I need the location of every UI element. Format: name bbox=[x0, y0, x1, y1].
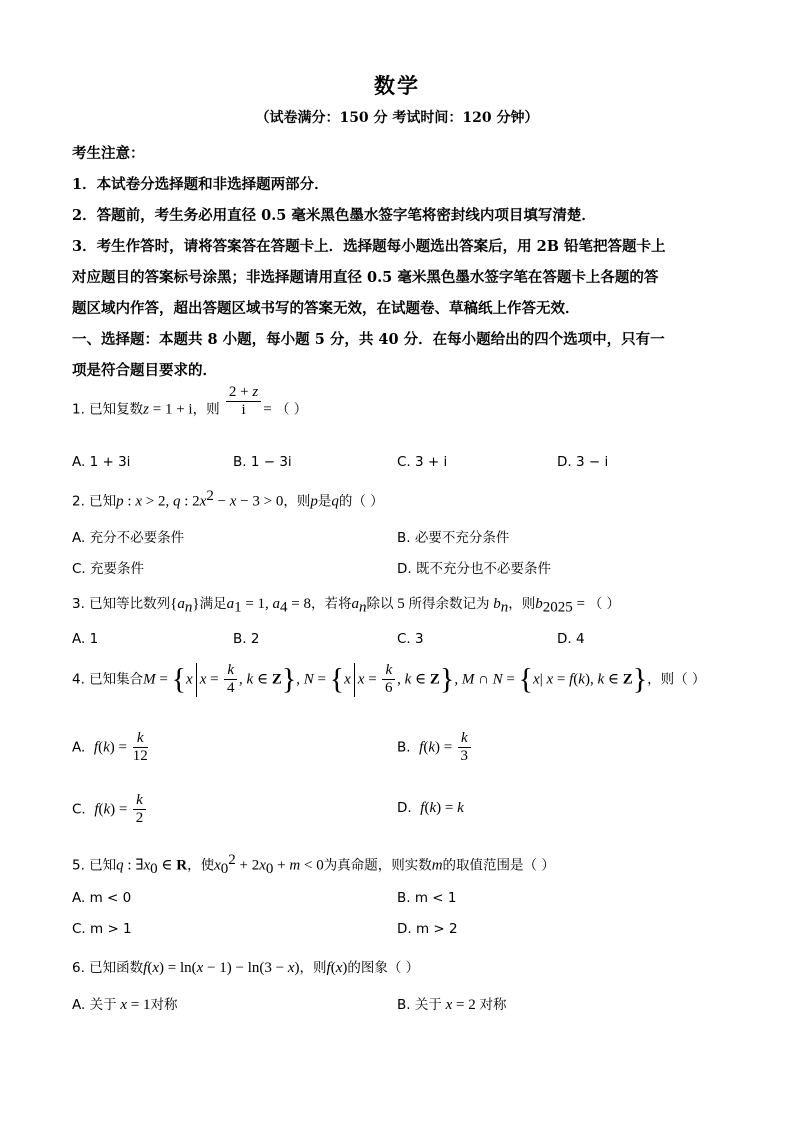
q6-option-b: B. 关于 x = 2 对称 bbox=[397, 997, 507, 1013]
q3-option-a: A. 1 bbox=[72, 631, 99, 647]
note-item: 对应题目的答案标号涂黑；非选择题请用直径 0.5 毫米黑色墨水签字笔在答题卡上各题的答 bbox=[72, 269, 659, 286]
q5-option-c: C. m > 1 bbox=[72, 921, 132, 937]
note-item: 3．考生作答时，请将答案答在答题卡上．选择题每小题选出答案后，用 2B 铅笔把答题卡上 bbox=[72, 238, 666, 255]
q2-option-c: C. 充要条件 bbox=[72, 561, 145, 577]
question-1: 1. 已知复数z = 1 + i，则 $\frac{2 + z}{i}$ = （ ） bbox=[72, 384, 308, 418]
q6-option-a: A. 关于 x = 1对称 bbox=[72, 997, 178, 1013]
question-4: 4. 已知集合M = {x x = $\frac{k}{4}$ , k ∈ Z}, N = {x x = $\frac{k}{6}$ , k ∈ Z}, M ∩ N = {x| x = f(k), k ∈ Z}，则（ ） bbox=[72, 662, 706, 696]
q5-option-a: A. m < 0 bbox=[72, 890, 132, 906]
q3-option-d: D. 4 bbox=[557, 631, 585, 647]
q3-option-c: C. 3 bbox=[397, 631, 424, 647]
page-title: 数学 bbox=[374, 73, 420, 98]
note-item: 1．本试卷分选择题和非选择题两部分． bbox=[72, 176, 329, 193]
q5-option-d: D. m > 2 bbox=[397, 921, 458, 937]
q1-option-d: D. 3 − i bbox=[557, 454, 609, 470]
q4-option-b: B. f(k) = $\frac{k}{3}$ bbox=[397, 730, 473, 765]
exam-info: （试卷满分：150 分 考试时间：120 分钟） bbox=[255, 110, 539, 126]
q4-option-c: C. f(k) = $\frac{k}{2}$ bbox=[72, 792, 148, 827]
section-heading-cont: 项是符合题目要求的． bbox=[72, 362, 217, 379]
notes-heading: 考生注意： bbox=[72, 145, 145, 162]
q3-option-b: B. 2 bbox=[233, 631, 260, 647]
q2-option-b: B. 必要不充分条件 bbox=[397, 530, 510, 546]
question-3: 3. 已知等比数列$\{a_n\}$满足$a_1 = 1$, $a_4 = 8$，若将$a_n$除以 5 所得余数记为 $b_n$，则$b_{2025}$ = （ ） bbox=[72, 596, 621, 616]
q1-option-b: B. 1 − 3i bbox=[233, 454, 292, 470]
question-2: 2. 已知p : x > 2, q : $2x^2 - x - 3 > 0$，则p是q的（ ） bbox=[72, 488, 384, 510]
q2-option-a: A. 充分不必要条件 bbox=[72, 530, 185, 546]
q1-option-c: C. 3 + i bbox=[397, 454, 448, 470]
q4-option-d: D. f(k) = k bbox=[397, 800, 464, 816]
q4-option-a: A. f(k) = $\frac{k}{12}$ bbox=[72, 730, 148, 764]
q5-option-b: B. m < 1 bbox=[397, 890, 457, 906]
question-6: 6. 已知函数f(x) = ln(x − 1) − ln(3 − x)，则f(x)的图象（ ） bbox=[72, 960, 420, 976]
note-item: 题区域内作答，超出答题区域书写的答案无效，在试题卷、草稿纸上作答无效． bbox=[72, 300, 580, 317]
section-heading: 一、选择题：本题共 8 小题，每小题 5 分，共 40 分．在每小题给出的四个选项中，只有一 bbox=[72, 331, 665, 348]
question-5: 5. 已知q : $\exists x_0$ ∈ R，使$x_0^2 + 2x_0 + m < 0$为真命题，则实数m的取值范围是（ ） bbox=[72, 852, 555, 878]
q2-option-d: D. 既不充分也不必要条件 bbox=[397, 561, 551, 577]
q1-option-a: A. 1 + 3i bbox=[72, 454, 131, 470]
note-item: 2．答题前，考生务必用直径 0.5 毫米黑色墨水签字笔将密封线内项目填写清楚． bbox=[72, 207, 596, 224]
